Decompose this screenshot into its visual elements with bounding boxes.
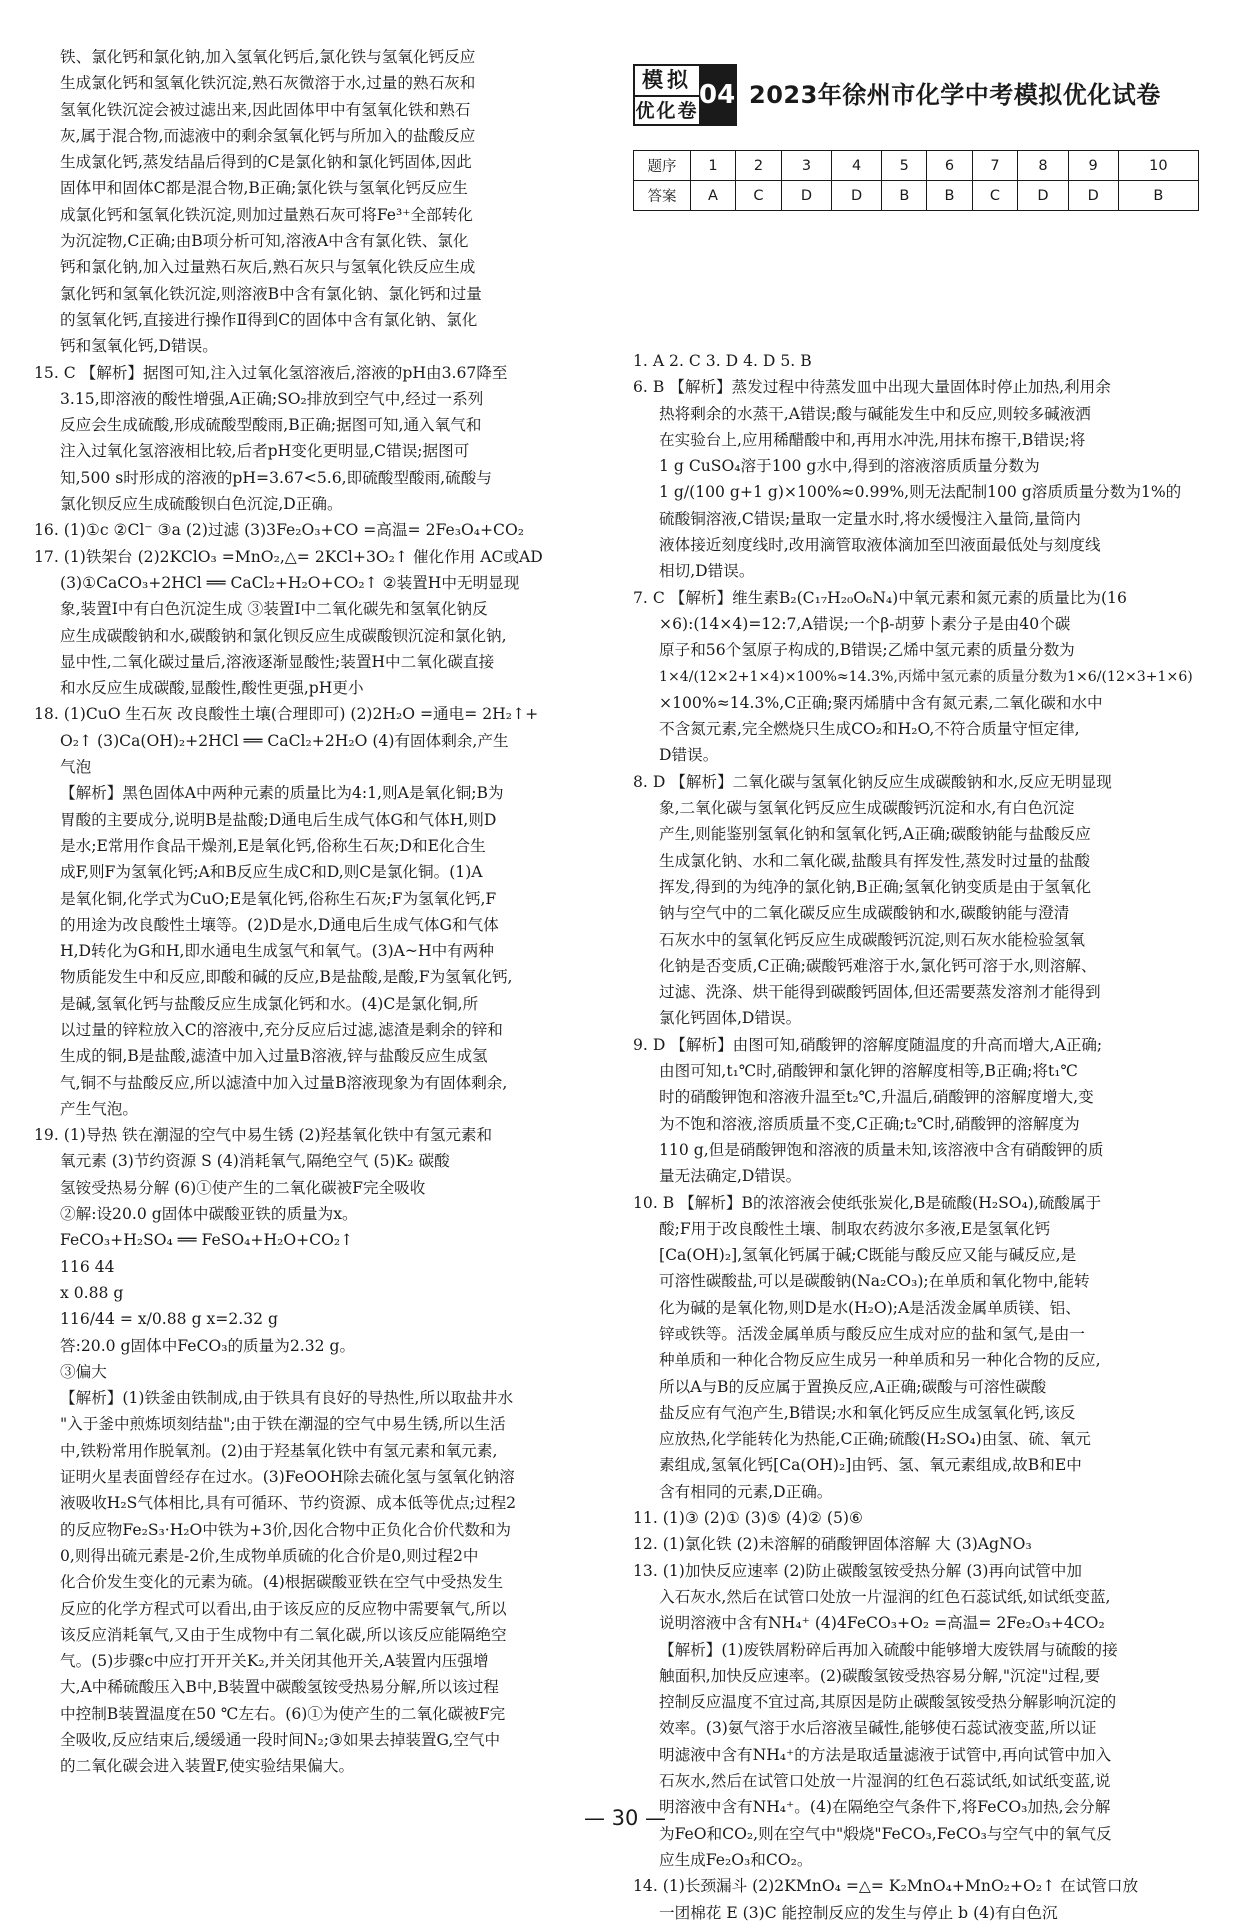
right-text-line: 种单质和一种化合物反应生成另一种单质和另一种化合物的反应, — [659, 1351, 1101, 1370]
right-text-line: 石灰水,然后在试管口处放一片湿润的红色石蕊试纸,如试纸变蓝,说 — [659, 1772, 1111, 1791]
left-text-line: 气,铜不与盐酸反应,所以滤渣中加入过量B溶液现象为有固体剩余, — [60, 1073, 508, 1092]
answer-table-question-number: 8 — [1018, 151, 1068, 181]
left-text-line: 【解析】(1)铁釜由铁制成,由于铁具有良好的导热性,所以取盐井水 — [60, 1389, 514, 1408]
right-text-line: 氯化钙固体,D错误。 — [659, 1009, 802, 1028]
right-text-line: 时的硝酸钾饱和溶液升温至t₂℃,升温后,硝酸钾的溶解度增大,变 — [659, 1088, 1094, 1107]
right-text-line: 液体接近刻度线时,改用滴管取液体滴加至凹液面最低处与刻度线 — [659, 536, 1101, 555]
right-column — [633, 348, 1199, 1926]
right-text-line: 触面积,加快反应速率。(2)碳酸氢铵受热容易分解,"沉淀"过程,要 — [659, 1666, 1101, 1685]
exam-title: 2023年徐州市化学中考模拟优化试卷 — [749, 81, 1161, 109]
left-text-line: 象,装置I中有白色沉淀生成 ③装置I中二氧化碳先和氢氧化钠反 — [60, 600, 488, 619]
left-text-line: 氢氧化铁沉淀会被过滤出来,因此固体甲中有氢氧化铁和熟石 — [60, 100, 471, 119]
left-text-line: ②解:设20.0 g固体中碳酸亚铁的质量为x。 — [60, 1205, 358, 1224]
left-text-line: 成F,则F为氢氧化钙;A和B反应生成C和D,则C是氯化铜。(1)A — [60, 863, 483, 882]
left-text-line: 的二氧化碳会进入装置F,使实验结果偏大。 — [60, 1757, 355, 1776]
left-text-line: 0,则得出硫元素是-2价,生成物单质硫的化合价是0,则过程2中 — [60, 1546, 479, 1565]
right-text-line: D错误。 — [659, 746, 719, 765]
right-text-line: 1. A 2. C 3. D 4. D 5. B — [633, 352, 812, 370]
right-text-line: 1×4/(12×2+1×4)×100%≈14.3%,丙烯中氢元素的质量分数为1×6/(12×3+1×6) — [659, 668, 1193, 685]
answer-table-question-number: 6 — [927, 151, 972, 181]
left-text-line: 气泡 — [60, 758, 92, 777]
left-text-line: 15. C 【解析】据图可知,注入过氧化氢溶液后,溶液的pH由3.67降至 — [34, 363, 508, 382]
right-text-line: 锌或铁等。活泼金属单质与酸反应生成对应的盐和氢气,是由一 — [659, 1324, 1085, 1343]
right-text-line: 由图可知,t₁℃时,硝酸钾和氯化钾的溶解度相等,B正确;将t₁℃ — [659, 1062, 1078, 1081]
exam-banner — [633, 64, 1199, 126]
answer-table-header-label: 题序 — [634, 151, 691, 181]
left-text-line: 钙和氯化钠,加入过量熟石灰后,熟石灰只与氢氧化铁反应生成 — [60, 258, 476, 277]
answer-table-answer-cell: C — [972, 181, 1018, 211]
answer-table-question-number: 3 — [781, 151, 831, 181]
left-text-line: H,D转化为G和H,即水通电生成氢气和氧气。(3)A~H中有两种 — [60, 942, 494, 961]
right-text-line: 为FeO和CO₂,则在空气中"煅烧"FeCO₃,FeCO₃与空气中的氧气反 — [659, 1824, 1112, 1843]
answer-table-answer-cell: C — [736, 181, 782, 211]
left-text-line: 物质能发生中和反应,即酸和碱的反应,B是盐酸,是酸,F为氢氧化钙, — [60, 968, 513, 987]
left-text-line: 氯化钡反应生成硫酸钡白色沉淀,D正确。 — [60, 495, 343, 514]
answer-table-answer-cell: B — [927, 181, 972, 211]
left-text-line: x 0.88 g — [60, 1283, 124, 1302]
left-text-line: 为沉淀物,C正确;由B项分析可知,溶液A中含有氯化铁、氯化 — [60, 232, 469, 251]
left-text-line: 116/44 = x/0.88 g x=2.32 g — [60, 1310, 279, 1329]
left-text-line: 反应会生成硫酸,形成硫酸型酸雨,B正确;据图可知,通入氧气和 — [60, 416, 482, 435]
right-text-line: 化为碱的是氧化物,则D是水(H₂O);A是活泼金属单质镁、铝、 — [659, 1298, 1081, 1317]
badge-top-label: 模拟 — [635, 66, 699, 97]
right-text-line: 硫酸铜溶液,C错误;量取一定量水时,将水缓慢注入量筒,量筒内 — [659, 509, 1081, 528]
answer-table-numbers-row — [634, 151, 1199, 181]
right-text-line: ×6):(14×4)=12:7,A错误;一个β-胡萝卜素分子是由40个碳 — [659, 614, 1071, 633]
left-text-line: 18. (1)CuO 生石灰 改良酸性土壤(合理即可) (2)2H₂O =通电= 2H₂↑+ — [34, 705, 539, 724]
right-text-line: 素组成,氢氧化钙[Ca(OH)₂]由钙、氢、氧元素组成,故B和E中 — [659, 1456, 1082, 1475]
right-text-line: 入石灰水,然后在试管口处放一片湿润的红色石蕊试纸,如试纸变蓝, — [659, 1587, 1111, 1606]
answer-table-answer-label: 答案 — [634, 181, 691, 211]
left-text-line: 固体甲和固体C都是混合物,B正确;氯化铁与氢氧化钙反应生 — [60, 179, 468, 198]
right-text-line: 酸;F用于改良酸性土壤、制取农药波尔多液,E是氢氧化钙 — [659, 1219, 1051, 1238]
left-text-line: 116 44 — [60, 1257, 115, 1276]
right-text-line: 可溶性碳酸盐,可以是碳酸钠(Na₂CO₃);在单质和氧化物中,能转 — [659, 1272, 1090, 1291]
answer-table-question-number: 10 — [1118, 151, 1198, 181]
right-text-line: 所以A与B的反应属于置换反应,A正确;碳酸与可溶性碳酸 — [659, 1377, 1047, 1396]
right-text-line: 生成氯化钠、水和二氧化碳,盐酸具有挥发性,蒸发时过量的盐酸 — [659, 851, 1090, 870]
right-text-line: 过滤、洗涤、烘干能得到碳酸钙固体,但还需要蒸发溶剂才能得到 — [659, 983, 1101, 1002]
right-text-line: 13. (1)加快反应速率 (2)防止碳酸氢铵受热分解 (3)再向试管中加 — [633, 1561, 1082, 1580]
left-text-line: 生成氯化钙和氢氧化铁沉淀,熟石灰微溶于水,过量的熟石灰和 — [60, 74, 476, 93]
right-text-line: 量无法确定,D错误。 — [659, 1167, 802, 1186]
right-text-line: [Ca(OH)₂],氢氧化钙属于碱;C既能与酸反应又能与碱反应,是 — [659, 1246, 1077, 1265]
right-text-line: 【解析】(1)废铁屑粉碎后再加入硫酸中能够增大废铁屑与硫酸的接 — [659, 1640, 1118, 1659]
answer-table-answer-cell: B — [1118, 181, 1198, 211]
answer-table-answer-cell: D — [1068, 181, 1118, 211]
left-text-line: 胃酸的主要成分,说明B是盐酸;D通电后生成气体G和气体H,则D — [60, 810, 497, 829]
right-text-line: 化钠是否变质,C正确;碳酸钙难溶于水,氯化钙可溶于水,则溶解、 — [659, 956, 1097, 975]
left-text-line: ③偏大 — [60, 1362, 107, 1381]
right-text-line: 效率。(3)氨气溶于水后溶液呈碱性,能够使石蕊试液变蓝,所以证 — [659, 1719, 1097, 1738]
right-text-line: 挥发,得到的为纯净的氯化钠,B正确;氢氧化钠变质是由于氢氧化 — [659, 877, 1092, 896]
right-text-line: 石灰水中的氢氧化钙反应生成碳酸钙沉淀,则石灰水能检验氢氧 — [659, 930, 1085, 949]
right-text-line: 控制反应温度不宜过高,其原因是防止碳酸氢铵受热分解影响沉淀的 — [659, 1693, 1117, 1712]
left-text-line: 的反应物Fe₂S₃·H₂O中铁为+3价,因化合物中正负化合价代数和为 — [60, 1520, 511, 1539]
left-text-line: 产生气泡。 — [60, 1099, 138, 1118]
left-text-line: 液吸收H₂S气体相比,具有可循环、节约资源、成本低等优点;过程2 — [60, 1494, 517, 1513]
left-text-line: 答:20.0 g固体中FeCO₃的质量为2.32 g。 — [60, 1336, 356, 1355]
right-text-line: 热将剩余的水蒸干,A错误;酸与碱能发生中和反应,则较多碱液洒 — [659, 404, 1091, 423]
right-text-line: 14. (1)长颈漏斗 (2)2KMnO₄ =△= K₂MnO₄+MnO₂+O₂↑ 在试管口放 — [633, 1877, 1139, 1896]
right-text-line: 产生,则能鉴别氢氧化钠和氢氧化钙,A正确;碳酸钠能与盐酸反应 — [659, 825, 1091, 844]
left-text-line: 中控制B装置温度在50 ℃左右。(6)①为使产生的二氧化碳被F完 — [60, 1704, 506, 1723]
answer-table-answer-cell: A — [691, 181, 736, 211]
left-text-line: 大,A中稀硫酸压入B中,B装置中碳酸氢铵受热易分解,所以该过程 — [60, 1678, 499, 1697]
answer-table-answer-cell: D — [832, 181, 882, 211]
left-text-line: 灰,属于混合物,而滤液中的剩余氢氧化钙与所加入的盐酸反应 — [60, 126, 476, 145]
left-text-line: (3)①CaCO₃+2HCl ══ CaCl₂+H₂O+CO₂↑ ②装置H中无明显现 — [60, 573, 520, 592]
right-text-line: 明滤液中含有NH₄⁺的方法是取适量滤液于试管中,再向试管中加入 — [659, 1745, 1112, 1764]
right-text-line: 11. (1)③ (2)① (3)⑤ (4)② (5)⑥ — [633, 1509, 863, 1528]
answer-table — [633, 150, 1199, 211]
left-text-line: 应生成碳酸钠和水,碳酸钠和氯化钡反应生成碳酸钡沉淀和氯化钠, — [60, 626, 507, 645]
right-text-line: 应生成Fe₂O₃和CO₂。 — [659, 1850, 813, 1869]
answer-table-answer-cell: D — [781, 181, 831, 211]
badge-bottom-label: 优化卷 — [635, 100, 699, 122]
answer-table-question-number: 2 — [736, 151, 782, 181]
left-column — [34, 44, 600, 1780]
right-text-line: 10. B 【解析】B的浓溶液会使纸张炭化,B是硫酸(H₂SO₄),硫酸属于 — [633, 1193, 1102, 1212]
right-text-line: 1 g/(100 g+1 g)×100%≈0.99%,则无法配制100 g溶质质量分数为1%的 — [659, 483, 1182, 502]
left-text-line: 显中性,二氧化碳过量后,溶液逐渐显酸性;装置H中二氧化碳直接 — [60, 652, 495, 671]
right-text-line: 象,二氧化碳与氢氧化钙反应生成碳酸钙沉淀和水,有白色沉淀 — [659, 799, 1075, 818]
left-text-line: 证明火星表面曾经存在过水。(3)FeOOH除去硫化氢与氢氧化钠溶 — [60, 1468, 515, 1487]
left-text-line: 化合价发生变化的元素为硫。(4)根据碳酸亚铁在空气中受热发生 — [60, 1573, 504, 1592]
right-text-line: 说明溶液中含有NH₄⁺ (4)4FeCO₃+O₂ =高温= 2Fe₂O₃+4CO₂ — [659, 1614, 1105, 1633]
page-number: — 30 — — [583, 1806, 667, 1830]
answer-table-answers-row — [634, 181, 1199, 211]
left-text-line: 气。(5)步骤c中应打开开关K₂,并关闭其他开关,A装置内压强增 — [60, 1652, 489, 1671]
left-text-line: 生成氯化钙,蒸发结晶后得到的C是氯化钠和氯化钙固体,因此 — [60, 153, 472, 172]
right-text-line: 一团棉花 E (3)C 能控制反应的发生与停止 b (4)有白色沉 — [659, 1903, 1058, 1922]
right-text-line: 8. D 【解析】二氧化碳与氢氧化钠反应生成碳酸钠和水,反应无明显现 — [633, 772, 1112, 791]
left-text-line: 19. (1)导热 铁在潮湿的空气中易生锈 (2)羟基氧化铁中有氢元素和 — [34, 1126, 493, 1145]
left-text-line: 氧元素 (3)节约资源 S (4)消耗氧气,隔绝空气 (5)K₂ 碳酸 — [60, 1152, 450, 1171]
left-text-line: 中,铁粉常用作脱氧剂。(2)由于羟基氧化铁中有氢元素和氧元素, — [60, 1441, 498, 1460]
answer-table-answer-cell: B — [882, 181, 927, 211]
left-text-line: 反应的化学方程式可以看出,由于该反应的反应物中需要氧气,所以 — [60, 1599, 507, 1618]
right-text-line: 含有相同的元素,D正确。 — [659, 1482, 833, 1501]
right-text-line: 12. (1)氯化铁 (2)未溶解的硝酸钾固体溶解 大 (3)AgNO₃ — [633, 1535, 1032, 1554]
left-text-line: 的氢氧化钙,直接进行操作Ⅱ得到C的固体中含有氯化钠、氯化 — [60, 310, 478, 329]
right-text-line: 应放热,化学能转化为热能,C正确;硫酸(H₂SO₄)由氢、硫、氧元 — [659, 1430, 1091, 1449]
right-text-line: 原子和56个氢原子构成的,B错误;乙烯中氢元素的质量分数为 — [659, 641, 1075, 660]
right-text-line: 110 g,但是硝酸钾饱和溶液的质量未知,该溶液中含有硝酸钾的质 — [659, 1140, 1104, 1159]
answer-table-question-number: 5 — [882, 151, 927, 181]
badge-number: 04 — [699, 66, 735, 124]
answer-table-question-number: 4 — [832, 151, 882, 181]
left-text-line: 该反应消耗氧气,又由于生成物中有二氧化碳,所以该反应能隔绝空 — [60, 1625, 507, 1644]
left-text-line: 以过量的锌粒放入C的溶液中,充分反应后过滤,滤渣是剩余的锌和 — [60, 1020, 503, 1039]
left-text-line: O₂↑ (3)Ca(OH)₂+2HCl ══ CaCl₂+2H₂O (4)有固体剩余,产生 — [60, 731, 509, 750]
left-text-line: 氢铵受热易分解 (6)①使产生的二氧化碳被F完全吸收 — [60, 1178, 426, 1197]
right-text-line: 相切,D错误。 — [659, 562, 755, 581]
left-text-line: 3.15,即溶液的酸性增强,A正确;SO₂排放到空气中,经过一系列 — [60, 389, 484, 408]
left-text-line: 16. (1)①c ②Cl⁻ ③a (2)过滤 (3)3Fe₂O₃+CO =高温= 2Fe₃O₄+CO₂ — [34, 521, 525, 540]
left-text-line: 成氯化钙和氢氧化铁沉淀,则加过量熟石灰可将Fe³⁺全部转化 — [60, 205, 473, 224]
answer-table-answer-cell: D — [1018, 181, 1068, 211]
right-text-line: 钠与空气中的二氧化碳反应生成碳酸钠和水,碳酸钠能与澄清 — [659, 904, 1070, 923]
right-text-line: 为不饱和溶液,溶质质量不变,C正确;t₂℃时,硝酸钾的溶解度为 — [659, 1114, 1080, 1133]
answer-table-question-number: 1 — [691, 151, 736, 181]
left-text-line: 全吸收,反应结束后,缓缓通一段时间N₂;③如果去掉装置G,空气中 — [60, 1731, 501, 1749]
right-text-line: 盐反应有气泡产生,B错误;水和氧化钙反应生成氢氧化钙,该反 — [659, 1403, 1076, 1422]
left-text-line: 是水;E常用作食品干燥剂,E是氧化钙,俗称生石灰;D和E化合生 — [60, 836, 486, 855]
left-text-line: 钙和氢氧化钙,D错误。 — [60, 337, 218, 356]
exam-badge — [633, 64, 737, 126]
right-text-line: 明溶液中含有NH₄⁺。(4)在隔绝空气条件下,将FeCO₃加热,会分解 — [659, 1798, 1111, 1817]
right-text-line: 不含氮元素,完全燃烧只生成CO₂和H₂O,不符合质量守恒定律, — [659, 720, 1080, 739]
left-text-line: FeCO₃+H₂SO₄ ══ FeSO₄+H₂O+CO₂↑ — [60, 1231, 354, 1250]
left-text-line: "入于釜中煎炼顷刻结盐";由于铁在潮湿的空气中易生锈,所以生活 — [60, 1415, 506, 1434]
answer-table-question-number: 7 — [972, 151, 1018, 181]
left-text-line: 注入过氧化氢溶液相比较,后者pH变化更明显,C错误;据图可 — [60, 442, 470, 461]
answer-table-question-number: 9 — [1068, 151, 1118, 181]
right-text-line: 1 g CuSO₄溶于100 g水中,得到的溶液溶质质量分数为 — [659, 457, 1040, 476]
left-text-line: 的用途为改良酸性土壤等。(2)D是水,D通电后生成气体G和气体 — [60, 915, 499, 934]
left-text-line: 氯化钙和氢氧化铁沉淀,则溶液B中含有氯化钠、氯化钙和过量 — [60, 284, 482, 303]
left-text-line: 是氧化铜,化学式为CuO;E是氧化钙,俗称生石灰;F为氢氧化钙,F — [60, 889, 497, 908]
right-text-line: ×100%≈14.3%,C正确;聚丙烯腈中含有氮元素,二氧化碳和水中 — [659, 693, 1103, 712]
right-text-line: 9. D 【解析】由图可知,硝酸钾的溶解度随温度的升高而增大,A正确; — [633, 1035, 1103, 1054]
right-text-line: 7. C 【解析】维生素B₂(C₁₇H₂₀O₆N₄)中氧元素和氮元素的质量比为(16 — [633, 588, 1127, 607]
right-text-line: 在实验台上,应用稀醋酸中和,再用水冲洗,用抹布擦干,B错误;将 — [659, 430, 1086, 449]
left-text-line: 生成的铜,B是盐酸,滤渣中加入过量B溶液,锌与盐酸反应生成氢 — [60, 1047, 488, 1066]
left-text-line: 17. (1)铁架台 (2)2KClO₃ =MnO₂,△= 2KCl+3O₂↑ 催化作用 AC或AD — [34, 547, 543, 566]
right-text-line: 6. B 【解析】蒸发过程中待蒸发皿中出现大量固体时停止加热,利用余 — [633, 378, 1111, 397]
left-text-line: 是碱,氢氧化钙与盐酸反应生成氯化钙和水。(4)C是氯化铜,所 — [60, 994, 479, 1013]
left-text-line: 【解析】黑色固体A中两种元素的质量比为4:1,则A是氧化铜;B为 — [60, 784, 504, 803]
left-text-line: 知,500 s时形成的溶液的pH=3.67<5.6,即硫酸型酸雨,硫酸与 — [60, 468, 492, 487]
left-text-line: 铁、氯化钙和氯化钠,加入氢氧化钙后,氯化铁与氢氧化钙反应 — [60, 48, 476, 66]
left-text-line: 和水反应生成碳酸,显酸性,酸性更强,pH更小 — [60, 679, 364, 698]
